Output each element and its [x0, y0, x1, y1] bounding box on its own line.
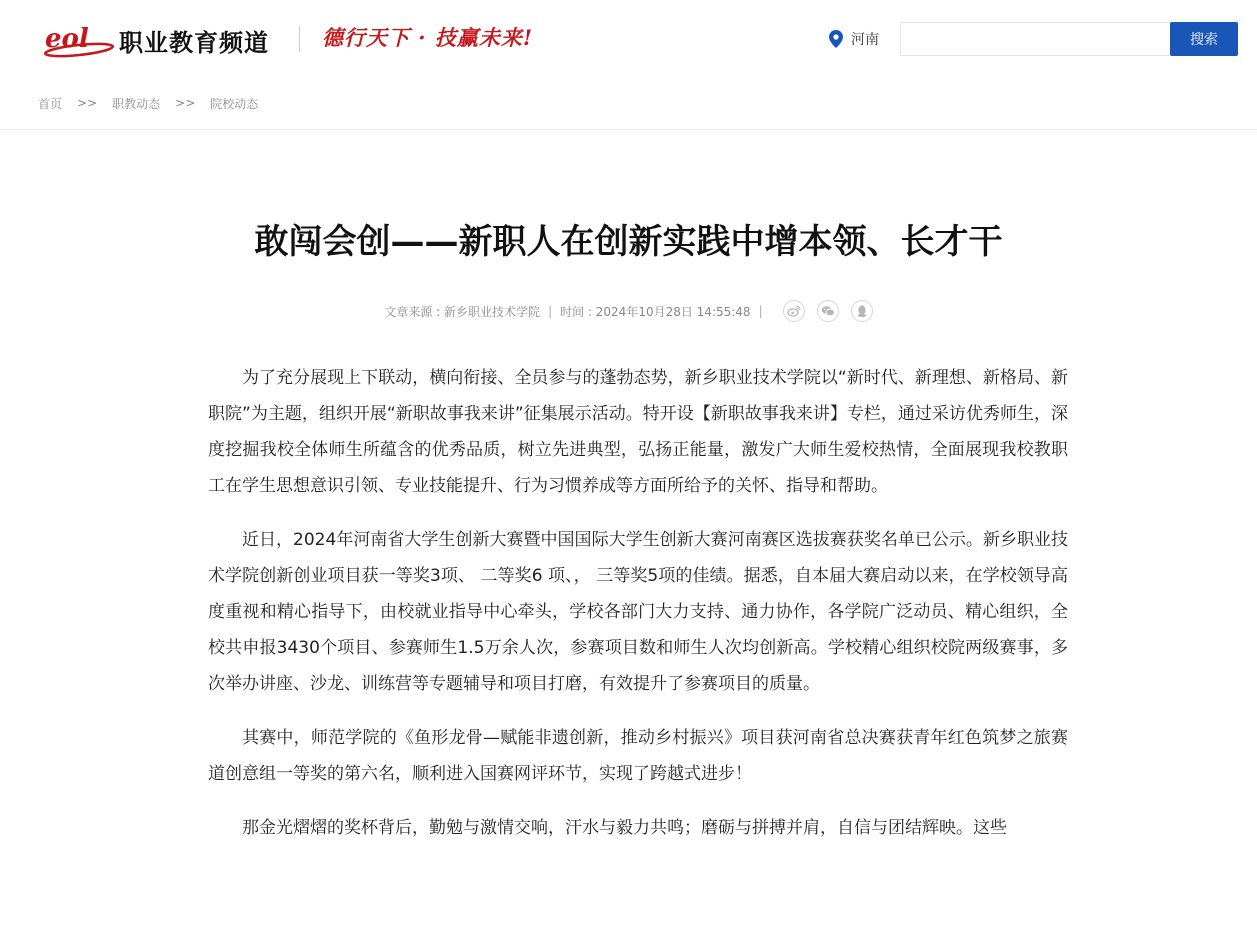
article-body [208, 360, 1068, 864]
meta-divider: | [548, 304, 553, 318]
article-time: 时间 : 2024年10月28日 14:55:48 [560, 304, 751, 319]
article-paragraph: 近日，2024年河南省大学生创新大赛暨中国国际大学生创新大赛河南赛区选拔赛获奖名单已公示。新乡职业技术学院创新创业项目获一等奖3项、 二等奖6 项、， 三等奖5项的佳绩。据悉，自本届大赛启动以来，在学校领导高度重视和精心指导下，由校就业指导中心牵头，学校各部门大力支持、通力协作，各学院广泛动员、精心组织，全校共申报3430个项目、参赛师生1.5万余人次，参赛项目数和师生人次均创新高。学校精心组织校院两级赛事，多次举办讲座、沙龙、训练营等专题辅导和项目打磨，有效提升了参赛项目的质量。 [208, 530, 1068, 694]
svg-text:eol: eol [45, 24, 89, 54]
weibo-share-icon[interactable] [783, 300, 805, 322]
site-header [0, 0, 1257, 80]
channel-name: 职业教育频道 [119, 28, 269, 57]
site-logo[interactable] [41, 20, 281, 60]
article-paragraph: 那金光熠熠的奖杯背后，勤勉与激情交响，汗水与毅力共鸣；磨砺与拼搏并肩，自信与团结辉映。这些 [242, 818, 1007, 838]
breadcrumb-separator: >> [77, 96, 98, 110]
breadcrumb [38, 94, 258, 112]
slogan: 德行天下 · 技赢未来! [322, 25, 534, 50]
location-pin-icon [829, 30, 843, 48]
breadcrumb-school-news[interactable]: 院校动态 [210, 96, 259, 111]
article-source: 文章来源 : 新乡职业技术学院 [384, 304, 541, 319]
article-title: 敢闯会创——新职人在创新实践中增本领、长才干 [254, 222, 1003, 262]
breadcrumb-separator: >> [175, 96, 196, 110]
eol-logo-mark [41, 20, 117, 60]
article-meta [0, 300, 1257, 322]
breadcrumb-vocational-news[interactable]: 职教动态 [112, 96, 161, 111]
location-label: 河南 [851, 32, 879, 48]
article-paragraph: 其赛中，师范学院的《鱼形龙骨—赋能非遗创新，推动乡村振兴》项目获河南省总决赛获青年红色筑梦之旅赛道创意组一等奖的第六名，顺利进入国赛网评环节，实现了跨越式进步！ [208, 728, 1068, 784]
meta-divider: | [758, 304, 763, 318]
search-button[interactable]: 搜索 [1170, 22, 1238, 56]
location-selector[interactable] [829, 29, 879, 49]
search-input[interactable] [900, 22, 1171, 56]
breadcrumb-divider [0, 129, 1257, 130]
qq-share-icon[interactable] [851, 300, 873, 322]
article-paragraph: 为了充分展现上下联动，横向衔接、全员参与的蓬勃态势，新乡职业技术学院以“新时代、新理想、新格局、新职院”为主题，组织开展“新职故事我来讲”征集展示活动。特开设【新职故事我来讲】专栏，通过采访优秀师生，深度挖掘我校全体师生所蕴含的优秀品质，树立先进典型，弘扬正能量，激发广大师生爱校热情，全面展现我校教职工在学生思想意识引领、专业技能提升、行为习惯养成等方面所给予的关怀、指导和帮助。 [208, 368, 1068, 496]
header-divider [299, 26, 300, 52]
wechat-share-icon[interactable] [817, 300, 839, 322]
breadcrumb-home[interactable]: 首页 [38, 96, 63, 111]
